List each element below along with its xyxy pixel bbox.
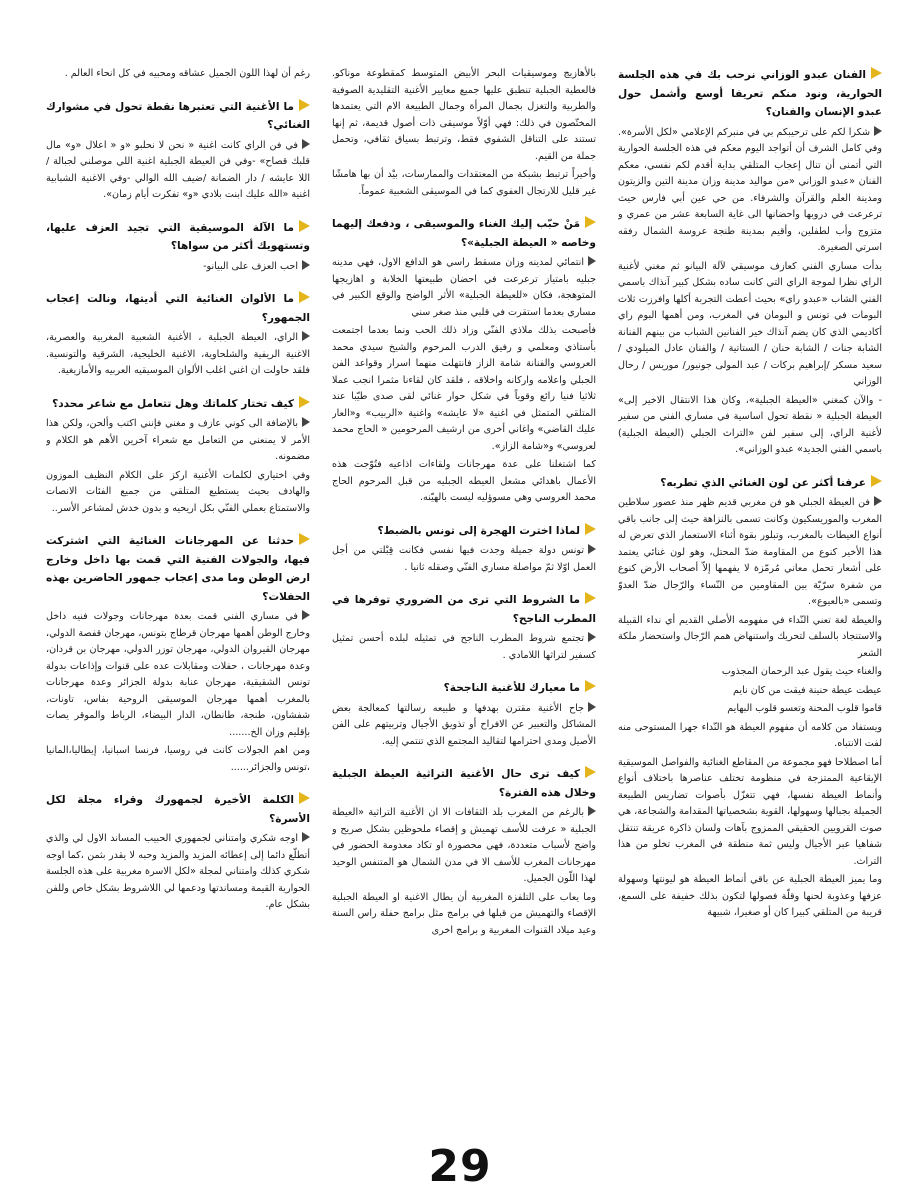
question-text: ما الألوان الغنائية التي أديتها، ونالت إعجاب الجمهور؟: [46, 293, 310, 324]
answer-text: جاح الأغنية مقترن بهدفها و طبيعه رسالتها كمعالجة بعض المشاكل والتعبير عن الافراح أو تذويق الأجيال وتربيتهم على الفن الأصيل ومدى احترامها لتقاليد المجتمع الذي تنتمي إليه.: [332, 702, 596, 747]
qa-block: [46, 98, 310, 204]
answer-bullet-icon: [302, 610, 310, 620]
answer-text: بالإضافة الى كوني عازف و مغني فإنني اكتب وألحن، ولكن هذا الأمر لا يمنعني من التعامل مع شعراء آخرين الأهم هو الكلام و مضمونه.: [46, 418, 310, 463]
triangle-bullet-icon: [299, 99, 310, 111]
answer-paragraph: [618, 872, 882, 922]
qa-block: [332, 679, 596, 750]
answer-paragraph: [46, 609, 310, 741]
article-columns: [46, 66, 882, 1138]
question-heading: [332, 679, 596, 698]
answer-paragraph: [618, 259, 882, 391]
answer-bullet-icon: [302, 832, 310, 842]
answer-text: وأخيراً ترتبط بشبكة من المعتقدات والممارسات، بيْد أن بها هامشًا غير قليل للارتجال العفوي كما في الموسيقى الشعبية عموماً.: [332, 169, 596, 197]
triangle-bullet-icon: [585, 766, 596, 778]
answer-text: قاموا قلوب المحنة وتعسو قلوب البهايم: [727, 703, 882, 715]
answer-paragraph: [332, 457, 596, 507]
answer-text: في فن الراي كانت اغنية « نحن لا نحلبو «و « اعلال «و» مال قلبك قصاح» -وفي فن العيطة الجبلية اغنية اللي موصلني لجبالة / اللا عايشه / دار الضمانة /ضيف الله الوالي -وفي الاغنية الشبابية اغنية «الله عليك ابنت بلادي «و» تفكرت أيام زمان».: [46, 139, 310, 201]
answer-body: [618, 125, 882, 459]
answer-text: بالرغم من المغرب بلد الثقافات الا ان الأغنية التراثية «العيطة الجبلية « عرفت للأسف تهميش و إقصاء ملحوظين بشكل صريح و واضح لأسباب متعددة، فهي محصورة او تكاد معدومة الحضور في مهرجانات المغرب للأسف الا في مدن الشمال هو المتنفس الوحيد لهذا اللّون الجميل.: [332, 807, 596, 885]
triangle-bullet-icon: [299, 396, 310, 408]
answer-paragraph: [332, 631, 596, 664]
triangle-bullet-icon: [299, 792, 310, 804]
answer-paragraph: [618, 701, 882, 718]
answer-text: كما اشتغلنا على عدة مهرجانات ولقاءات اذاعيه فتُوّجت هذه الأعمال باهدائي مشعل العيطه الجبليه من قبل المرحوم الحاج محمد العروسي وهي مسوؤليه ليست بالهيّنه.: [332, 459, 596, 504]
answer-paragraph: [46, 138, 310, 204]
question-text: ما الشروط التي ترى من الضروري توفرها في المطرب الناجح؟: [332, 594, 596, 625]
answer-paragraph: [46, 66, 310, 83]
answer-paragraph: [46, 743, 310, 776]
question-heading: [46, 395, 310, 414]
qa-block: [332, 765, 596, 939]
answer-paragraph: [618, 613, 882, 663]
answer-paragraph: [618, 664, 882, 681]
answer-body: [46, 416, 310, 517]
answer-paragraph: [332, 167, 596, 200]
triangle-bullet-icon: [299, 533, 310, 545]
answer-paragraph: [618, 393, 882, 459]
answer-text: بدأت مساري الفني كعازف موسيقي لآلة البيانو ثم مغني لأغنية الراي نظرا لموجة الراي التي كانت ساده بشكل كبير آنذاك باسمي الفني الشاب «عبدو راي» بحيث أعطت التجربة أكلها وافرزت ثلاث البومات في تونس و البومان في المغرب، ومن أهمها البوم راي أكاديمي الذي كان يضم آنذاك خير الفنانين الشباب من بينهم الفنانة الشابة جنات / الشابة حنان / الستاتية / والفنان عادل الميلودي /سعيد مسكر /إبراهيم بركات / عبد المولى جونيور/ موريس / رحال الوزاني: [618, 260, 882, 388]
answer-bullet-icon: [588, 806, 596, 816]
answer-body: [46, 66, 310, 83]
question-text: كيف ترى حال الأغنية التراثية العيطة الجبلية وخلال هذه الفترة؟: [332, 768, 596, 799]
qa-block: [332, 591, 596, 664]
answer-bullet-icon: [302, 331, 310, 341]
answer-text: انتمائي لمدينه وزان مسقط راسي هو الدافع الاول، فهي مدينه جبليه بامتياز ترعرعت في احضان طبيعتها الخلابة و اهازيجها المتوهجة، فكان «للعيطة الجبلية» الأثر الواضح والوقع الكبير في مساري بعدما استقرت في قلبي منذ صغر سني: [332, 257, 596, 318]
answer-paragraph: [618, 720, 882, 753]
answer-text: ويستفاد من كلامه أن مفهوم العيطة هو النّداء جهرا المستوحى منه لفت الانتباه.: [618, 721, 882, 750]
answer-paragraph: [46, 416, 310, 466]
triangle-bullet-icon: [585, 592, 596, 604]
question-text: كيف تختار كلماتك وهل تتعامل مع شاعر محدد؟: [52, 397, 294, 410]
answer-bullet-icon: [874, 496, 882, 506]
page-number: 29: [428, 1141, 492, 1192]
question-heading: [46, 532, 310, 606]
question-heading: [332, 522, 596, 541]
answer-paragraph: [332, 543, 596, 576]
qa-block: [618, 66, 882, 459]
answer-paragraph: [46, 831, 310, 914]
answer-bullet-icon: [874, 126, 882, 136]
answer-bullet-icon: [302, 260, 310, 270]
answer-paragraph: [46, 330, 310, 380]
answer-paragraph: [46, 259, 310, 276]
answer-text: رغم أن لهذا اللون الجميل عشاقه ومحبيه في كل انحاء العالم .: [64, 68, 310, 79]
answer-text: عيطت عيطة حنينة فيقت من كان نايم: [733, 684, 882, 696]
triangle-bullet-icon: [871, 67, 882, 79]
column-right: [618, 66, 882, 1138]
answer-paragraph: [332, 66, 596, 165]
question-heading: [46, 98, 310, 135]
question-heading: [618, 474, 882, 493]
answer-body: [332, 701, 596, 751]
triangle-bullet-icon: [585, 680, 596, 692]
answer-text: الراي، العيطة الجبلية ، الأغنية الشعبية المغربية والعصرية، الاغنية الريفية والشلحاوية، الاغنية الخليجية، الشرقية والتونسية. فلقد حاولت ان اغني اغلب الألوان الموسيقيه العربيه والأمازيغية.: [46, 332, 310, 377]
qa-block: [332, 66, 596, 200]
qa-block: [46, 219, 310, 276]
answer-body: [46, 259, 310, 276]
answer-paragraph: [46, 468, 310, 518]
answer-paragraph: [332, 255, 596, 321]
triangle-bullet-icon: [871, 475, 882, 487]
qa-block: [46, 791, 310, 914]
question-heading: [618, 66, 882, 122]
qa-block: [46, 290, 310, 380]
answer-body: [332, 255, 596, 507]
answer-text: في مساري الفني قمت بعدة مهرجانات وجولات فنيه داخل وخارج الوطن أهمها مهرجان قرطاج بتونس، مهرجان قفصة الدولي، مهرجان القيروان الدولي، مهرجان توزر الدولي، مهرجان بن قردان، وعدة مهرجانات ، حفلات ومقابلات عده على قنوات وإذاعات بدولة تونس الشقيقية، مهرجان عنابة بدولة الجزائر وعدة مهرجانات بالمغرب أهمها مهرجان الموسيقى الروحية بفاس، تاونات، شفشاون، طنجة، طانطان، الدار البيضاء، الرباط والموقر يصات بإقليم وزان الخ.......: [46, 611, 310, 738]
answer-text: فن العيطة الجبلي هو فن مغربي قديم ظهر منذ عصور سلاطين المغرب والموريسكيون وكانت تسمى بالنزاهة حيث إلى جانب باقي أنواع العيطات بالمغرب، وتبلور بقوة أثناء الاستعمار الذي تعرض له هذا الأخير كنوع من المقاومة ضدّ المحتل، وهو لون غنائي يعتمد على أشعار تحمل معاني مُرمّزة لا يفهمها إلاّ أصحاب الأرض كنوع من شفرة سرّيّة بين المقاومين من النّساء والرّجال ضدّ العدوّ وتسمى «بالعيوع».: [618, 497, 882, 608]
answer-paragraph: [618, 495, 882, 611]
question-heading: [332, 591, 596, 628]
answer-text: اوجه شكري وامتناني لجمهوري الحبيب المساند الاول لي والذي أتطلّع دائما إلى إعطائه المزيد والمزيد وحبه لا يقدر بثمن ،كما اوجه شكري كذلك وامتناني لمجلة «لكل الاسرة مغربية على هذه الجلسة الحوارية القيمة ومساندتها ودعمها لي اللاشروط بشكل خاص وللفن بشكل عام.: [46, 833, 310, 911]
answer-text: وفي اختياري لكلمات الأغنية اركز على الكلام النظيف الموزون والهادف بحيث يستطيع المتلقي من جميع الفئات الانصات والاستمتاع بعملي الفنّي بكل اريحيه و بدون خدش لمشاعر الأسر..: [46, 469, 310, 514]
answer-body: [46, 609, 310, 776]
answer-text: وما يعاب على التلفزة المغربية أن يطال الاغنية او العيطة الجبلية الإقصاء والتهميش من قبلها في برامج مثل برامج حفلة راس السنة وعيد ميلاد القنوات المغربية و برامج اخرى: [332, 891, 596, 936]
answer-bullet-icon: [588, 632, 596, 642]
qa-block: [46, 66, 310, 83]
answer-text: بالأهازيج وموسيقيات البحر الأبيض المتوسط كمقطوعة موناكو. فالعطية الجبلية تنطبق عليها جميع معايير الأغنية التقليدية الصوفية والطربية والتغزل بجمال المرأة وجمال الطبيعة الام التي يعتمدها المختّصون في ذلك: فهي أوّلاً موسيقى ذات أصول قديمة، ثم إنها تستند على التناقل الشفوي فقط، وترتبط بسياق ثقافي، وتحمل جملة من القيم.: [332, 68, 596, 162]
question-text: مَنْ حبّب إليك الغناء والموسيقى ، ودفعك إليهما وخاصه « العيطة الجبلية»؟: [332, 218, 596, 249]
answer-text: - والآن كمغني «العيطة الجبلية»، وكان هذا الانتقال الاخير إلى» العيطة الجبلية « نقطة تحول اساسية في مساري الفني من سفير لأغنية الراي، إلى سفير لفن «التراث الجبلي (العيطة الجبلية) باسمي الفني الجديد» عبدو الوزاني».: [618, 394, 882, 456]
column-left: [46, 66, 310, 1138]
triangle-bullet-icon: [585, 216, 596, 228]
question-text: ما معيارك للأغنية الناجحة؟: [443, 682, 580, 695]
answer-body: [332, 631, 596, 664]
answer-body: [332, 543, 596, 576]
answer-text: والغناء حيث يقول عبد الرحمان المجذوب: [721, 666, 882, 678]
qa-block: [46, 395, 310, 518]
answer-paragraph: [618, 683, 882, 700]
column-middle: [332, 66, 596, 1138]
qa-block: [332, 215, 596, 507]
answer-body: [332, 805, 596, 939]
answer-text: تجتمع شروط المطرب الناجح في تمثيله لبلده أحسن تمثيل كسفير لتراثها اللامادي .: [332, 633, 596, 661]
answer-text: شكرا لكم على ترحيبكم بي في منبركم الإعلامي «لكل الأسرة». وفي كامل الشرف أن أتواجد اليوم معكم في هذه الجلسة الحوارية التي أتمنى أن تنال إعجاب المتلقي بداية أقدم لكم نفسي، معكم الفنان «عبدو الوزاني «من مواليد مدينة وزان مدينة التين والزيتون ومدينة العلم والقرآن والشرفاء. من حي عين أبي فارس حيث ترعرعت في دروبها واحضانها الى غاية السابعة عشر من عمري و متزوج وأب لطفلين، وأقيم بمدينة طنجة عروسة الشمال رفقه اسرتي الصغيرة.: [618, 126, 882, 254]
question-heading: [46, 290, 310, 327]
triangle-bullet-icon: [585, 523, 596, 535]
question-text: حدثنا عن المهرجانات الغنائية التي اشتركت فيها، والجولات الفنية التي قمت بها داخل وخارج ارض الوطن وما مدى إعجاب جمهور الحاضرين بهذه الحفلات؟: [46, 535, 310, 603]
answer-text: احب العزف على البيانو-: [203, 260, 298, 272]
answer-body: [332, 66, 596, 200]
answer-bullet-icon: [588, 544, 596, 554]
answer-bullet-icon: [302, 139, 310, 149]
qa-block: [618, 474, 882, 922]
triangle-bullet-icon: [299, 220, 310, 232]
answer-text: ومن اهم الجولات كانت في روسيا، فرنسا اسبانيا، إيطاليا،المانيا ،تونس والجزائر......: [46, 745, 310, 773]
triangle-bullet-icon: [299, 291, 310, 303]
answer-bullet-icon: [588, 702, 596, 712]
answer-paragraph: [332, 890, 596, 940]
answer-body: [46, 138, 310, 204]
answer-bullet-icon: [588, 256, 596, 266]
answer-text: وما يميز العيطة الجبلية عن باقي أنماط العيطة هو ليونتها وسهولة عزفها وعذوبة لحنها وقلّة فصولها لتكون بذلك خفيفة على السمع، قريبة من المتلقي كبيرا كان أو صغيرا، شبيهة: [618, 874, 882, 919]
qa-block: [332, 522, 596, 577]
question-text: الفنان عبدو الوزاني نرحب بك في هذه الجلسة الحوارية، ونود منكم تعريفا أوسع وأشمل حول عبدو الإنسان والفنان؟: [618, 69, 882, 119]
answer-body: [46, 330, 310, 380]
answer-text: فأصبحت بذلك ملاذي الفنّي وزاد ذلك الحب ونما بعدما اجتمعت بأستاذي ومعلمي و رفيق الدرب المرحوم والشيخ سيدي محمد العروسي والفنانة شامة الزاز فانتهلت منهما اسرار وقواعد الفن الجبلي واعلامه واركانه واخلاقه ، فلقد كان لقاءنا مثمرا انجب عملا ثلاثيا فنيا رائع وقوياً في شكل حوار غنائي لقى صدى طيّبا عند المتلقي المتمثل في اغنية «لا عايشه» واغنية «الربيب» و«العار عليك القاضي» واغاني أخرى من ارشيف المرحومين « الحاج محمد لعروسي» و«شامة الزاز».: [332, 325, 596, 452]
answer-text: والعيطة لغة تعني النّداء في مفهومه الأصلي القديم أي نداء القبيلة والاستنجاد بالسلف لتحريك واستنهاض همم الرّجال واستحضار ملكة الشعر: [618, 614, 882, 659]
question-heading: [332, 765, 596, 802]
answer-paragraph: [618, 125, 882, 257]
answer-paragraph: [332, 323, 596, 455]
answer-bullet-icon: [302, 417, 310, 427]
question-text: ما الأغنية التي تعتبرها نقطة تحول في مشوارك الغنائي؟: [46, 100, 310, 132]
question-text: عرفنا أكثر عن لون الغنائي الذي تطربه؟: [660, 476, 866, 489]
question-text: ما الآلة الموسيقية التي تجيد العزف عليها، وتستهويك أكثر من سواها؟: [46, 221, 310, 253]
answer-body: [618, 495, 882, 922]
answer-paragraph: [332, 701, 596, 751]
question-heading: [46, 791, 310, 828]
answer-text: تونس دولة جميلة وجدت فيها نفسي فكانت قِبْلتي من أجل العمل اوّلا ثمّ مواصلة مساري الفنّي وصقله ثانيا .: [332, 545, 596, 573]
answer-text: أما اصطلاحا فهو مجموعة من المقاطع الغنائية والفواصل الموسيقية الإيقاعية الممتزجة في منظومة تختلف عناصرها باختلاف أنواع وأنماط العيطة نفسها، فهي تتغزّل بأصوات تضاريس الطبيعة الجميلة بجبالها وسهولها، القوية بشخصياتها المقدامة والشجاعة، هي صوت القرويين الحقيقي الممزوج بآهات ولسان ذاكرة عريقة تنتقل شفاهيا عبر الأجيال وليس ثمة منطقة في المغرب تخلو من هذا التراث.: [618, 756, 882, 867]
answer-body: [46, 831, 310, 914]
qa-block: [46, 532, 310, 776]
question-heading: [46, 219, 310, 256]
question-text: الكلمة الأخيرة لجمهورك وقراء مجلة لكل الأسرة؟: [46, 794, 310, 825]
answer-paragraph: [332, 805, 596, 888]
question-text: لماذا اخترت الهجرة إلى تونس بالضبط؟: [377, 524, 580, 537]
question-heading: [332, 215, 596, 252]
answer-paragraph: [618, 755, 882, 871]
